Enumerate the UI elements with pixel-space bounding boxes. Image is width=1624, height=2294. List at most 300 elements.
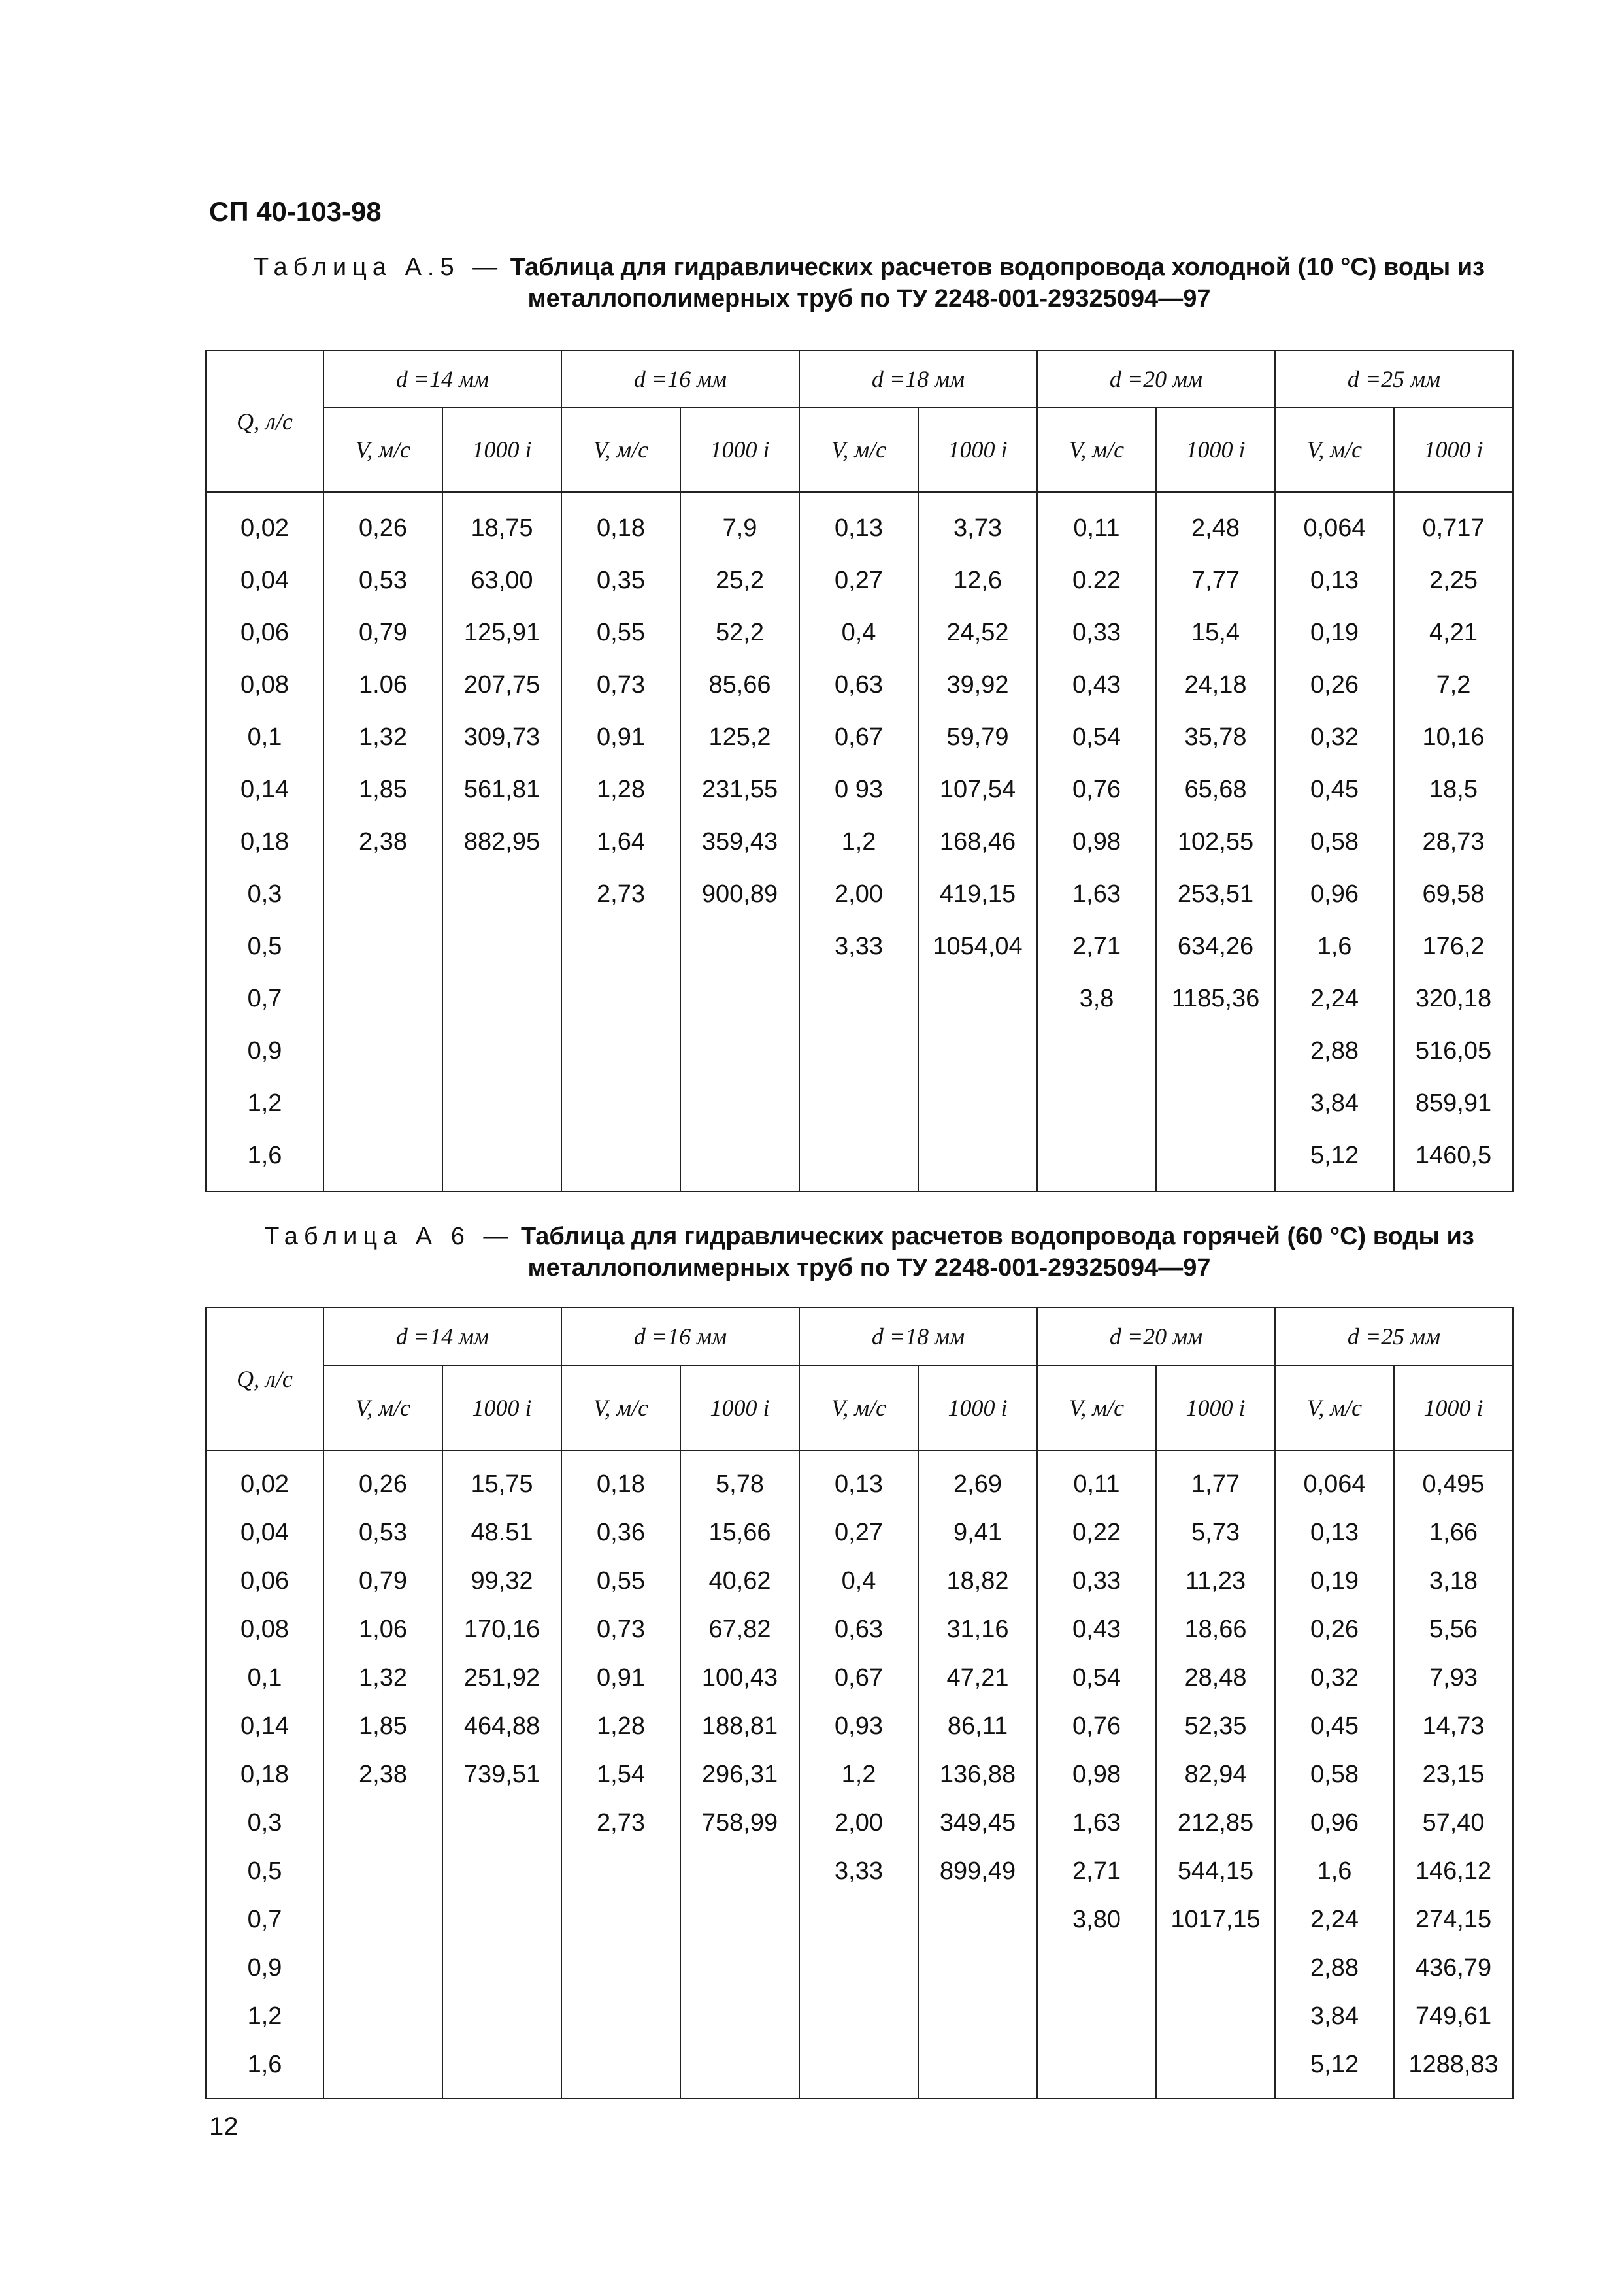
velocity-cell: 0,79 <box>323 1557 442 1605</box>
velocity-cell: 0,98 <box>1037 1750 1156 1799</box>
loss-cell: 9,41 <box>918 1508 1037 1557</box>
velocity-cell: 0,13 <box>1275 1508 1394 1557</box>
loss-cell <box>680 972 799 1025</box>
flow-cell: 0,04 <box>206 1508 323 1557</box>
diameter-header <box>799 1308 1037 1365</box>
diameter-label: d =25 мм <box>1347 365 1441 392</box>
loss-cell: 67,82 <box>680 1605 799 1654</box>
velocity-cell: 2,71 <box>1037 920 1156 972</box>
velocity-cell: 0,96 <box>1275 1799 1394 1847</box>
loss-cell: 1017,15 <box>1156 1895 1275 1944</box>
loss-cell <box>680 920 799 972</box>
loss-cell: 749,61 <box>1394 1992 1513 2040</box>
q-header <box>206 350 323 492</box>
loss-cell: 5,78 <box>680 1450 799 1508</box>
table-row <box>206 1654 1513 1702</box>
table-row <box>206 1605 1513 1654</box>
velocity-cell: 0,76 <box>1037 763 1156 816</box>
loss-cell <box>442 972 561 1025</box>
velocity-cell: 1,63 <box>1037 868 1156 920</box>
loss-cell: 296,31 <box>680 1750 799 1799</box>
velocity-cell <box>323 1944 442 1992</box>
velocity-cell: 2,38 <box>323 1750 442 1799</box>
loss-cell: 274,15 <box>1394 1895 1513 1944</box>
loss-cell: 1185,36 <box>1156 972 1275 1025</box>
loss-cell <box>442 1129 561 1191</box>
table-row <box>206 763 1513 816</box>
velocity-cell: 1,06 <box>323 1605 442 1654</box>
loss-cell <box>680 1944 799 1992</box>
velocity-cell: 0,13 <box>1275 554 1394 607</box>
flow-cell: 1,2 <box>206 1077 323 1129</box>
velocity-cell: 2,73 <box>561 1799 680 1847</box>
loss-header <box>918 407 1037 492</box>
table-row <box>206 868 1513 920</box>
velocity-cell: 0,91 <box>561 1654 680 1702</box>
loss-cell <box>442 1077 561 1129</box>
loss-cell: 11,23 <box>1156 1557 1275 1605</box>
loss-cell <box>1156 1944 1275 1992</box>
velocity-cell: 1,28 <box>561 763 680 816</box>
velocity-cell <box>323 1129 442 1191</box>
velocity-cell <box>323 1025 442 1077</box>
velocity-cell <box>799 972 918 1025</box>
velocity-cell: 0,13 <box>799 492 918 554</box>
flow-cell: 0,18 <box>206 816 323 868</box>
table-row <box>206 607 1513 659</box>
velocity-cell <box>561 1077 680 1129</box>
velocity-label: V, м/с <box>1069 437 1125 463</box>
flow-cell: 0,02 <box>206 1450 323 1508</box>
loss-label: 1000 i <box>1185 437 1246 463</box>
velocity-cell: 0,45 <box>1275 763 1394 816</box>
velocity-cell <box>799 1129 918 1191</box>
loss-cell: 12,6 <box>918 554 1037 607</box>
loss-cell: 2,69 <box>918 1450 1037 1508</box>
table-row <box>206 1992 1513 2040</box>
loss-cell: 3,73 <box>918 492 1037 554</box>
flow-cell: 0,9 <box>206 1025 323 1077</box>
loss-cell: 18,75 <box>442 492 561 554</box>
table-row <box>206 920 1513 972</box>
velocity-cell: 0,93 <box>799 1702 918 1750</box>
loss-cell: 23,15 <box>1394 1750 1513 1799</box>
loss-cell: 561,81 <box>442 763 561 816</box>
velocity-cell: 0,73 <box>561 1605 680 1654</box>
velocity-cell: 3,33 <box>799 1847 918 1895</box>
loss-cell: 320,18 <box>1394 972 1513 1025</box>
velocity-cell <box>323 1847 442 1895</box>
loss-cell <box>918 1944 1037 1992</box>
velocity-cell: 0 93 <box>799 763 918 816</box>
velocity-label: V, м/с <box>831 437 887 463</box>
velocity-cell: 0,43 <box>1037 659 1156 711</box>
loss-cell: 419,15 <box>918 868 1037 920</box>
table-row <box>206 1077 1513 1129</box>
velocity-cell: 1,32 <box>323 711 442 763</box>
velocity-cell <box>561 1025 680 1077</box>
flow-cell: 0,02 <box>206 492 323 554</box>
velocity-cell <box>799 1077 918 1129</box>
velocity-label: V, м/с <box>593 437 649 463</box>
velocity-header <box>561 407 680 492</box>
table-row <box>206 554 1513 607</box>
loss-cell: 1288,83 <box>1394 2040 1513 2099</box>
flow-cell: 0,04 <box>206 554 323 607</box>
velocity-cell: 2,24 <box>1275 1895 1394 1944</box>
velocity-cell: 0,27 <box>799 1508 918 1557</box>
loss-cell: 1054,04 <box>918 920 1037 972</box>
velocity-header <box>1275 1365 1394 1450</box>
loss-cell: 25,2 <box>680 554 799 607</box>
loss-cell: 7,2 <box>1394 659 1513 711</box>
table-row <box>206 1750 1513 1799</box>
loss-cell: 65,68 <box>1156 763 1275 816</box>
flow-cell: 0,5 <box>206 920 323 972</box>
velocity-cell: 2,24 <box>1275 972 1394 1025</box>
velocity-cell: 0,67 <box>799 1654 918 1702</box>
loss-cell <box>442 1025 561 1077</box>
loss-cell: 125,91 <box>442 607 561 659</box>
velocity-cell <box>1037 1944 1156 1992</box>
loss-cell: 28,73 <box>1394 816 1513 868</box>
table-row <box>206 1895 1513 1944</box>
loss-cell: 251,92 <box>442 1654 561 1702</box>
loss-cell: 63,00 <box>442 554 561 607</box>
velocity-cell <box>561 1992 680 2040</box>
loss-cell: 146,12 <box>1394 1847 1513 1895</box>
q-header-label: Q, л/с <box>237 1366 293 1392</box>
loss-cell <box>442 1992 561 2040</box>
velocity-cell: 0,91 <box>561 711 680 763</box>
velocity-cell <box>561 1944 680 1992</box>
velocity-cell: 5,12 <box>1275 1129 1394 1191</box>
loss-cell: 28,48 <box>1156 1654 1275 1702</box>
loss-cell: 52,35 <box>1156 1702 1275 1750</box>
loss-cell <box>442 1799 561 1847</box>
velocity-label: V, м/с <box>1306 437 1363 463</box>
velocity-cell <box>561 1129 680 1191</box>
loss-cell: 739,51 <box>442 1750 561 1799</box>
loss-cell: 18,66 <box>1156 1605 1275 1654</box>
loss-cell: 85,66 <box>680 659 799 711</box>
loss-cell: 3,18 <box>1394 1557 1513 1605</box>
velocity-cell <box>323 868 442 920</box>
velocity-cell <box>799 1895 918 1944</box>
loss-cell <box>442 1944 561 1992</box>
flow-cell: 0,7 <box>206 972 323 1025</box>
loss-label: 1000 i <box>948 1395 1008 1421</box>
velocity-cell <box>323 1992 442 2040</box>
table-a6-caption-title: Таблица для гидравлических расчетов водопровода горячей (60 °С) воды из металлополимерных труб по ТУ 2248-001-29325094—97 <box>520 1223 1474 1282</box>
velocity-cell <box>323 920 442 972</box>
q-header <box>206 1308 323 1450</box>
velocity-cell: 0,35 <box>561 554 680 607</box>
velocity-cell: 2,88 <box>1275 1025 1394 1077</box>
flow-cell: 0,14 <box>206 1702 323 1750</box>
velocity-cell: 0,55 <box>561 607 680 659</box>
velocity-cell: 0,064 <box>1275 1450 1394 1508</box>
loss-cell <box>442 1847 561 1895</box>
loss-label: 1000 i <box>710 1395 770 1421</box>
loss-cell: 99,32 <box>442 1557 561 1605</box>
velocity-cell <box>799 2040 918 2099</box>
page-number: 12 <box>209 2112 239 2141</box>
velocity-cell: 2,00 <box>799 868 918 920</box>
loss-cell: 0,717 <box>1394 492 1513 554</box>
diameter-label: d =14 мм <box>395 1323 489 1350</box>
velocity-header <box>323 1365 442 1450</box>
velocity-cell: 0,26 <box>1275 1605 1394 1654</box>
velocity-cell: 1,85 <box>323 1702 442 1750</box>
velocity-cell: 1,2 <box>799 1750 918 1799</box>
velocity-cell: 3,80 <box>1037 1895 1156 1944</box>
loss-cell <box>918 2040 1037 2099</box>
velocity-cell: 0,63 <box>799 659 918 711</box>
loss-cell <box>680 1077 799 1129</box>
loss-cell: 5,56 <box>1394 1605 1513 1654</box>
loss-cell <box>1156 1992 1275 2040</box>
velocity-header <box>799 1365 918 1450</box>
velocity-cell <box>561 920 680 972</box>
flow-cell: 0,3 <box>206 868 323 920</box>
loss-label: 1000 i <box>710 437 770 463</box>
velocity-cell: 2,73 <box>561 868 680 920</box>
loss-header <box>918 1365 1037 1450</box>
loss-cell: 82,94 <box>1156 1750 1275 1799</box>
loss-cell: 516,05 <box>1394 1025 1513 1077</box>
loss-label: 1000 i <box>1423 1395 1483 1421</box>
velocity-cell: 0,26 <box>323 492 442 554</box>
velocity-cell: 1,6 <box>1275 1847 1394 1895</box>
loss-cell <box>918 1992 1037 2040</box>
loss-header <box>1394 1365 1513 1450</box>
table-a6 <box>205 1307 1514 2099</box>
loss-label: 1000 i <box>1423 437 1483 463</box>
diameter-header <box>561 1308 799 1365</box>
diameter-label: d =25 мм <box>1347 1323 1441 1350</box>
velocity-cell: 2,00 <box>799 1799 918 1847</box>
velocity-cell: 1,54 <box>561 1750 680 1799</box>
loss-cell <box>680 2040 799 2099</box>
loss-cell: 57,40 <box>1394 1799 1513 1847</box>
loss-header <box>1156 407 1275 492</box>
velocity-cell <box>323 1077 442 1129</box>
velocity-cell: 1,28 <box>561 1702 680 1750</box>
loss-cell: 18,82 <box>918 1557 1037 1605</box>
table-row <box>206 1129 1513 1191</box>
loss-cell: 231,55 <box>680 763 799 816</box>
loss-cell <box>680 1895 799 1944</box>
flow-cell: 0,1 <box>206 711 323 763</box>
loss-cell: 1,77 <box>1156 1450 1275 1508</box>
loss-header <box>680 407 799 492</box>
flow-cell: 0,08 <box>206 659 323 711</box>
loss-cell: 7,77 <box>1156 554 1275 607</box>
velocity-label: V, м/с <box>1069 1395 1125 1421</box>
table-row <box>206 1702 1513 1750</box>
velocity-cell: 0,53 <box>323 554 442 607</box>
q-header-label: Q, л/с <box>237 408 293 435</box>
velocity-cell: 0,55 <box>561 1557 680 1605</box>
loss-cell: 125,2 <box>680 711 799 763</box>
velocity-cell: 0,26 <box>323 1450 442 1508</box>
loss-cell: 31,16 <box>918 1605 1037 1654</box>
loss-cell: 349,45 <box>918 1799 1037 1847</box>
flow-cell: 0,14 <box>206 763 323 816</box>
loss-cell: 39,92 <box>918 659 1037 711</box>
table-row <box>206 492 1513 554</box>
loss-cell: 253,51 <box>1156 868 1275 920</box>
loss-cell <box>918 1077 1037 1129</box>
loss-cell <box>1156 1129 1275 1191</box>
velocity-cell: 0,18 <box>561 1450 680 1508</box>
diameter-label: d =16 мм <box>633 365 727 392</box>
diameter-header <box>1037 1308 1275 1365</box>
velocity-cell: 0,19 <box>1275 1557 1394 1605</box>
velocity-cell: 0.22 <box>1037 554 1156 607</box>
loss-cell: 168,46 <box>918 816 1037 868</box>
velocity-cell: 0,33 <box>1037 1557 1156 1605</box>
velocity-cell: 0,22 <box>1037 1508 1156 1557</box>
velocity-label: V, м/с <box>831 1395 887 1421</box>
velocity-cell: 0,58 <box>1275 816 1394 868</box>
loss-cell: 359,43 <box>680 816 799 868</box>
velocity-cell <box>1037 1992 1156 2040</box>
table-row <box>206 1025 1513 1077</box>
loss-cell <box>442 920 561 972</box>
loss-cell: 758,99 <box>680 1799 799 1847</box>
velocity-cell <box>799 1025 918 1077</box>
loss-cell <box>680 1847 799 1895</box>
loss-cell: 1,66 <box>1394 1508 1513 1557</box>
flow-cell: 1,2 <box>206 1992 323 2040</box>
velocity-cell <box>799 1992 918 2040</box>
velocity-cell: 0,58 <box>1275 1750 1394 1799</box>
table-a6-caption-prefix: Таблица А 6 — <box>264 1223 514 1250</box>
flow-cell: 1,6 <box>206 1129 323 1191</box>
loss-cell: 4,21 <box>1394 607 1513 659</box>
velocity-cell: 0,96 <box>1275 868 1394 920</box>
table-a6-body <box>206 1450 1513 2099</box>
loss-cell: 188,81 <box>680 1702 799 1750</box>
loss-cell: 1460,5 <box>1394 1129 1513 1191</box>
velocity-cell: 0,32 <box>1275 1654 1394 1702</box>
loss-cell: 100,43 <box>680 1654 799 1702</box>
table-row <box>206 1847 1513 1895</box>
loss-cell: 882,95 <box>442 816 561 868</box>
velocity-cell: 0,4 <box>799 607 918 659</box>
velocity-cell: 3,33 <box>799 920 918 972</box>
velocity-cell <box>1037 1077 1156 1129</box>
velocity-cell <box>1037 2040 1156 2099</box>
velocity-label: V, м/с <box>1306 1395 1363 1421</box>
velocity-cell: 0,064 <box>1275 492 1394 554</box>
diameter-header <box>561 350 799 407</box>
loss-cell: 2,25 <box>1394 554 1513 607</box>
velocity-cell: 0,76 <box>1037 1702 1156 1750</box>
velocity-cell: 0,32 <box>1275 711 1394 763</box>
velocity-cell: 1,2 <box>799 816 918 868</box>
loss-cell: 47,21 <box>918 1654 1037 1702</box>
loss-label: 1000 i <box>472 437 532 463</box>
loss-label: 1000 i <box>472 1395 532 1421</box>
velocity-cell <box>561 972 680 1025</box>
diameter-header <box>1275 350 1513 407</box>
velocity-cell: 0,19 <box>1275 607 1394 659</box>
loss-header <box>1394 407 1513 492</box>
loss-cell: 48.51 <box>442 1508 561 1557</box>
loss-cell <box>918 1025 1037 1077</box>
diameter-header <box>323 1308 561 1365</box>
table-a5 <box>205 350 1514 1192</box>
flow-cell: 0,06 <box>206 1557 323 1605</box>
loss-cell <box>1156 1077 1275 1129</box>
velocity-header <box>1037 1365 1156 1450</box>
loss-cell: 7,9 <box>680 492 799 554</box>
flow-cell: 0,08 <box>206 1605 323 1654</box>
loss-cell: 69,58 <box>1394 868 1513 920</box>
velocity-cell: 3,84 <box>1275 1077 1394 1129</box>
velocity-cell <box>323 2040 442 2099</box>
diameter-label: d =14 мм <box>395 365 489 392</box>
loss-label: 1000 i <box>948 437 1008 463</box>
table-row <box>206 1799 1513 1847</box>
loss-cell: 5,73 <box>1156 1508 1275 1557</box>
loss-cell: 899,49 <box>918 1847 1037 1895</box>
velocity-cell: 0,33 <box>1037 607 1156 659</box>
velocity-cell: 0,53 <box>323 1508 442 1557</box>
loss-cell: 40,62 <box>680 1557 799 1605</box>
table-row <box>206 1450 1513 1508</box>
table-row <box>206 1944 1513 1992</box>
velocity-cell: 2,71 <box>1037 1847 1156 1895</box>
diameter-label: d =16 мм <box>633 1323 727 1350</box>
velocity-cell: 0,18 <box>561 492 680 554</box>
velocity-cell: 0,98 <box>1037 816 1156 868</box>
loss-cell: 859,91 <box>1394 1077 1513 1129</box>
loss-cell: 35,78 <box>1156 711 1275 763</box>
loss-cell: 0,495 <box>1394 1450 1513 1508</box>
loss-cell <box>442 868 561 920</box>
flow-cell: 0,9 <box>206 1944 323 1992</box>
velocity-cell: 2,38 <box>323 816 442 868</box>
velocity-cell <box>799 1944 918 1992</box>
flow-cell: 0,18 <box>206 1750 323 1799</box>
loss-cell <box>680 1025 799 1077</box>
velocity-cell <box>561 1847 680 1895</box>
loss-cell: 86,11 <box>918 1702 1037 1750</box>
loss-cell: 7,93 <box>1394 1654 1513 1702</box>
table-a5-caption-prefix: Таблица А.5 — <box>254 254 504 281</box>
velocity-cell: 1.06 <box>323 659 442 711</box>
loss-cell <box>1156 1025 1275 1077</box>
velocity-cell: 0,11 <box>1037 1450 1156 1508</box>
loss-cell: 634,26 <box>1156 920 1275 972</box>
loss-header <box>1156 1365 1275 1450</box>
velocity-cell <box>323 972 442 1025</box>
table-row <box>206 659 1513 711</box>
velocity-cell: 1,64 <box>561 816 680 868</box>
velocity-cell: 2,88 <box>1275 1944 1394 1992</box>
loss-cell: 207,75 <box>442 659 561 711</box>
loss-header <box>442 407 561 492</box>
loss-cell: 900,89 <box>680 868 799 920</box>
loss-cell: 436,79 <box>1394 1944 1513 1992</box>
diameter-label: d =20 мм <box>1109 1323 1203 1350</box>
diameter-header <box>799 350 1037 407</box>
document-code: СП 40-103-98 <box>209 196 382 227</box>
